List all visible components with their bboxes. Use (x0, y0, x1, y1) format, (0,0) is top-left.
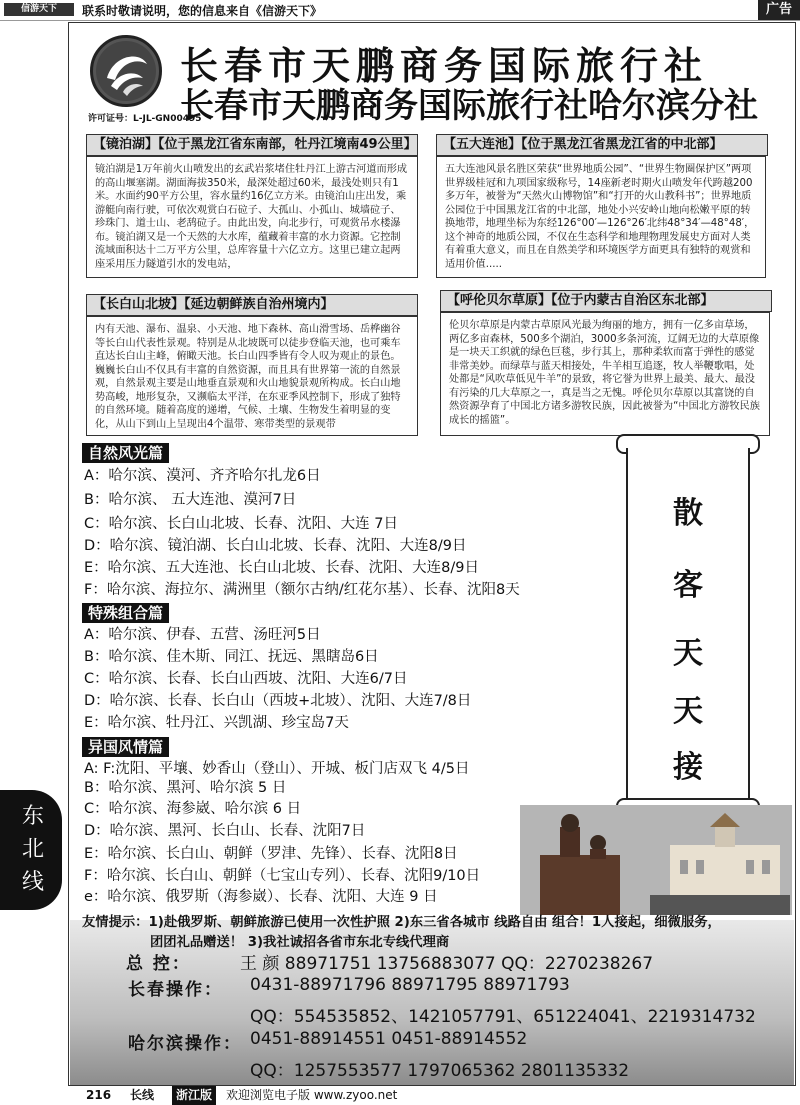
harbin-ops-label: 哈尔滨操作： (128, 1034, 242, 1054)
route-item: E：哈尔滨、长白山、朝鲜（罗津、先锋）、长春、沈阳8日 (84, 846, 458, 862)
scroll-banner (608, 434, 768, 814)
tips-line-2: 团团礼品赠送！ 3)我社诚招各省市东北专线代理商 (150, 935, 450, 950)
scroll-char: 天 (673, 636, 703, 671)
top-bar (0, 0, 800, 21)
box-changbai-heading: 【长白山北坡】【延边朝鲜族自治州境内】 (86, 294, 418, 316)
source-note: 联系时敬请说明，您的信息来自《信游天下》 (82, 4, 323, 18)
route-item: C：哈尔滨、海参崴、哈尔滨 6 日 (84, 801, 302, 817)
scroll-char: 客 (673, 568, 703, 603)
route-item: B：哈尔滨、黑河、哈尔滨 5 日 (84, 780, 287, 796)
scroll-char: 天 (673, 694, 703, 729)
scroll-char: 散 (673, 496, 703, 531)
footer-section: 长线 (130, 1088, 155, 1102)
tips-line-1: 友情提示：1)赴俄罗斯、朝鲜旅游已使用一次性护照 2)东三省各城市 线路自由 组合！1人接起，细微服务， (82, 915, 721, 930)
route-item: F：哈尔滨、海拉尔、满洲里（额尔古纳/红花尔基）、长春、沈阳8天 (84, 582, 520, 598)
route-item: B：哈尔滨、 五大连池、漠河7日 (84, 492, 297, 508)
publisher-logo: 信游天下 (4, 3, 74, 16)
section-foreign-title: 异国风情篇 (82, 737, 169, 757)
route-item: E：哈尔滨、牡丹江、兴凯湖、珍宝岛7天 (84, 715, 349, 731)
scroll-char: 接 (673, 750, 703, 785)
harbin-phones: 0451-88914551 0451-88914552 (250, 1029, 528, 1049)
section-special-title: 特殊组合篇 (82, 603, 169, 623)
director-contact: 王 颜 88971751 13756883077 QQ：2270238267 (240, 954, 654, 974)
route-item: A：哈尔滨、伊春、五营、汤旺河5日 (84, 627, 321, 643)
box-wudalianchi-heading: 【五大连池】【位于黑龙江省黑龙江省的中北部】 (436, 134, 768, 156)
page-footer (0, 1086, 800, 1105)
box-wudalianchi-body: 五大连池风景名胜区荣获“世界地质公园”、“世界生物圈保护区”两项世界级桂冠和九项国家级称号，14座新老时期火山喷发年代跨越200多万年，被誉为“天然火山博物馆”和“打开的火山教科书”；世界地质公园位于中国黑龙江省的中北部，地处小兴安岭山地向松嫩平原的转换地带，地理坐标为东经126°00′—126°26′北纬48°34′—48°48′，这个神奇的地质公园，不仅在生态科学和地理物理发展史方面对人类有着重大意义，而且在自然美学和环境医学方面更具有独特的观赏和适用价值..... (436, 156, 766, 278)
changchun-phones: 0431-88971796 88971795 88971793 (250, 975, 570, 995)
changchun-qq: QQ：554535852、1421057791、651224041、2219314732 (250, 1007, 756, 1027)
section-natural-title: 自然风光篇 (82, 443, 169, 463)
scroll-paper (626, 448, 750, 800)
director-label: 总 控： (126, 954, 191, 974)
route-item: A：哈尔滨、漠河、齐齐哈尔扎龙6日 (84, 468, 321, 484)
route-item: E：哈尔滨、五大连池、长白山北坡、长春、沈阳、大连8/9日 (84, 560, 479, 576)
region-tab-label (18, 800, 48, 899)
agency-title: 长春市天鹏商务国际旅行社 (180, 43, 709, 88)
box-changbai-body: 内有天池、瀑布、温泉、小天池、地下森林、高山滑雪场、岳桦幽谷等长白山代表性景观。特别是从北坡既可以徒步登临天池，也可乘车直达长白山主峰，俯瞰天池。长白山四季皆有令人叹为观止的景色。巍巍长白山不仅具有丰富的自然资源，而且具有世界第一流的自然景观，自然景观主要是山地垂直景观和火山地貌景观所构成。长白山地势高峻，地形复杂，又濒临太平洋，在东亚季风控制下，形成了独特的自然环境。随着高度的递增，气候、土壤、生物发生着明显的变化，从山下到山上呈现出4个温带、寒带类型的景观带 (86, 316, 418, 436)
route-item: D：哈尔滨、长春、长白山（西坡+北坡）、沈阳、大连7/8日 (84, 693, 472, 709)
harbin-qq: QQ：1257553577 1797065362 2801135332 (250, 1061, 630, 1081)
route-item: e：哈尔滨、俄罗斯（海参崴）、长春、沈阳、大连 9 日 (84, 889, 438, 905)
edition-badge: 浙江版 (172, 1086, 216, 1105)
architecture-photo (520, 805, 792, 915)
region-tab (0, 790, 62, 910)
ad-label: 广告 (758, 0, 800, 20)
box-hulunbuir-body: 伦贝尔草原是内蒙古草原风光最为绚丽的地方，拥有一亿多亩草场，两亿多亩森林，500多个湖泊，3000多条河流，辽阔无边的大草原像是一块天工织就的绿色巨毯，步行其上，那种柔软而富于弹性的感觉非常美妙。而绿草与蓝天相接处，牛羊相互追逐，牧人举鞭歌唱，处处都是“风吹草低见牛羊”的景致，将它誉为世界上最美、最大、最没有污染的几大草原之一，真是当之无愧。呼伦贝尔草原以其富饶的自然资源孕育了中国北方诸多游牧民族，因此被誉为“中国北方游牧民族成长的摇篮”。 (440, 312, 770, 436)
route-item: C：哈尔滨、长春、长白山西坡、沈阳、大连6/7日 (84, 671, 408, 687)
route-item: B：哈尔滨、佳木斯、同江、抚远、黑瞎岛6日 (84, 649, 379, 665)
box-jingpo-body: 镜泊湖是1万年前火山喷发出的玄武岩浆堵住牡丹江上游古河道而形成的高山堰塞湖。湖面海拔350米，最深处超过60米，最浅处则只有1米。水面约90平方公里，容水量约16亿立方米。由镜泊山庄出发，乘游艇向南行驶，可依次观赏白石砬子、大孤山、小孤山、城墙砬子、珍珠门、道士山、老鸹砬子。由此出发，向北步行，可观赏吊水楼瀑布。镜泊湖又是一个天然的大水库，蕴藏着丰富的水力资源。它控制流域面积达十二万平方公里，总库容量十六亿立方。这里已建立起两座采用压力隧道引水的发电站， (86, 156, 418, 278)
footer-tagline: 欢迎浏览电子版 www.zyoo.net (226, 1088, 398, 1102)
page-number: 216 (86, 1088, 112, 1102)
route-item: C：哈尔滨、长白山北坡、长春、沈阳、大连 7日 (84, 516, 398, 532)
region-char: 北 (21, 837, 44, 862)
changchun-ops-label: 长春操作： (128, 980, 223, 1000)
route-item: F：哈尔滨、长白山、朝鲜（七宝山专列）、长春、沈阳9/10日 (84, 868, 481, 884)
route-item: D：哈尔滨、镜泊湖、长白山北坡、长春、沈阳、大连8/9日 (84, 538, 467, 554)
route-item: A: F:沈阳、平壤、妙香山（登山）、开城、板门店双飞 4/5日 (84, 761, 470, 777)
region-char: 线 (21, 870, 44, 895)
region-char: 东 (21, 804, 44, 829)
route-item: D：哈尔滨、黑河、长白山、长春、沈阳7日 (84, 823, 366, 839)
agency-logo-icon (90, 35, 162, 107)
box-jingpo-heading: 【镜泊湖】【位于黑龙江省东南部，牡丹江境南49公里】 (86, 134, 418, 156)
box-hulunbuir-heading: 【呼伦贝尔草原】【位于内蒙古自治区东北部】 (440, 290, 772, 312)
branch-title: 长春市天鹏商务国际旅行社哈尔滨分社 (180, 86, 758, 126)
license-number: 许可证号：L-JL-GN00495 (88, 114, 202, 124)
